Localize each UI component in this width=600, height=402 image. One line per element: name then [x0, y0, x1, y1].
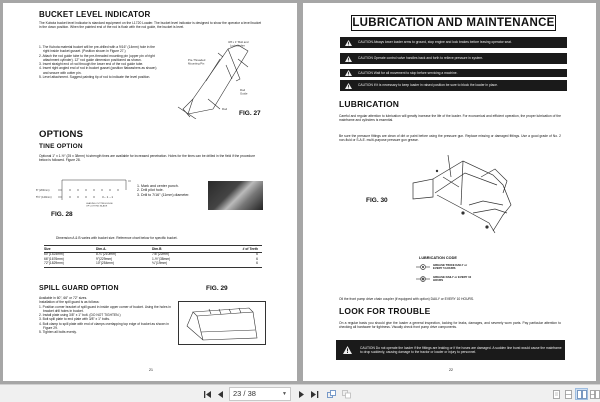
warning-triangle-icon [340, 70, 356, 76]
first-page-icon [204, 391, 212, 398]
next-page-button[interactable] [297, 388, 305, 400]
step: 5. Level attachment. Suggest painting tip of rod to indicate the level position. [39, 75, 151, 80]
cell: 72"(1829mm) [44, 262, 96, 268]
previous-page-icon [218, 391, 223, 398]
lubrication-maintenance-title: LUBRICATION AND MAINTENANCE [352, 17, 555, 29]
navigation-toolbar [0, 384, 600, 402]
lubrication-code-item [416, 276, 475, 283]
fig-29-diagram [178, 301, 266, 345]
step: 3. Bolt spill plate to end plate with 3/8" x 1" bolts. [39, 317, 110, 322]
page-number: 21 [149, 368, 153, 372]
svg-text:Guide: Guide [240, 91, 248, 96]
lubrication-para-1: Careful and regular attention to lubrication will greatly increase the life of the loader. For economical and efficient operation, the proper lubrication of the mainframe and cylinders is essential. [339, 114, 561, 123]
grease-fitting-icon [416, 276, 430, 282]
continuous-view-button[interactable] [563, 388, 573, 400]
page-number-value: 23 / 38 [233, 389, 256, 398]
tine-option-text: Optional 1" x 1-½" (25 x 38mm) hi-strength tines are available for increased penetration. Holes for the tines can be drilled in the field if the procedure below is followed. Figure 28. [39, 154, 256, 163]
fig-27-label: FIG. 27 [239, 110, 261, 117]
svg-text:Pre-Threaded: Pre-Threaded [188, 58, 206, 62]
lubrication-code-item [416, 264, 475, 271]
grease-fitting-icon [416, 264, 430, 270]
col-size: Size [44, 246, 96, 253]
step: 2. Install plate using 3/8" x 1" bolt. (DO NOT TIGHTEN.) [39, 313, 121, 318]
page-21 [3, 3, 297, 381]
go-forward-view-button[interactable] [341, 388, 353, 400]
look-for-trouble-text: On a regular basis you should give the loader a general inspection, looking for leaks, damages, and severely worn parts. Pay particular attention to checking all hardware for tightness. Visually check front pump drive components. [339, 321, 561, 330]
cell: 66"(1676mm) [44, 256, 64, 261]
bucket-level-intro: The Kubota bucket level indicator is standard equipment on the L1720 Loader. The bucket level indicator is designed to show the operator a level bucket in the down position. When the painted end of the rod is flush with the rod guide, the bucket is level. [39, 21, 262, 30]
warning-triangle-icon [336, 346, 358, 354]
two-page-view-icon [577, 390, 587, 399]
fig-29-label: FIG. 29 [206, 285, 228, 292]
step: 3. Drill to 7/16" (11mm) diameter. [137, 192, 190, 197]
look-for-trouble-heading: LOOK FOR TROUBLE [339, 306, 431, 316]
code-text: GREASE DAILY or EVERY 10 HOURS [433, 275, 472, 283]
fig-30-diagram [403, 155, 533, 245]
single-page-view-icon [553, 390, 560, 399]
step: 1. Mark and center punch. [137, 184, 179, 188]
caution-banner [340, 69, 567, 77]
cell: 9"(229mm) [96, 256, 113, 261]
caution-banner [340, 53, 567, 64]
fig-30-label: FIG. 30 [366, 197, 388, 204]
svg-text:8" (203mm): 8" (203mm) [36, 189, 50, 192]
lubrication-code-heading: LUBRICATION CODE [419, 256, 457, 260]
continuous-view-icon [565, 390, 572, 399]
step: 4. Bolt clamp to spill plate with end of clamps overlapping top edge of bucket as shown in Figure 29. [39, 321, 169, 331]
caution-banner [340, 80, 567, 91]
step: 2. Attach the rod guide tube to the pre-threaded mounting pin (upper pin of right attachment cylinder). 12" rod guide dimension positioned as shown. [39, 53, 155, 62]
cell: 7/8"(22mm) [152, 252, 170, 257]
tine-photo [208, 181, 263, 210]
spill-guard-drawing [179, 302, 265, 344]
step: 5. Tighten all bolts evenly. [39, 330, 77, 335]
caution-text: CAUTION Wait for all movement to stop before servicing a machine. [358, 70, 458, 75]
fig-28-label: FIG. 28 [51, 211, 73, 218]
warning-triangle-icon [340, 40, 356, 46]
tine-option-heading: TINE OPTION [39, 143, 83, 150]
options-heading: OPTIONS [39, 129, 84, 140]
step: 2. Drill pilot hole. [137, 188, 164, 193]
single-page-view-button[interactable] [551, 388, 561, 400]
caution-text: CAUTION Operate control valve handles back and forth to relieve pressure in system. [358, 56, 484, 61]
spill-guard-heading: SPILL GUARD OPTION [39, 285, 119, 292]
first-page-button[interactable] [203, 388, 213, 400]
svg-text:Rod: Rod [222, 107, 228, 111]
caution-text: CAUTION If it is necessary to keep loader in raised position be sure to block the loader in place. [358, 83, 498, 88]
code-text: GREASE TWICE DAILY or EVERY 5 HOURS [433, 263, 468, 271]
col-dim-b: Dim.B [152, 246, 214, 253]
table-caption: Dimension A & B varies with bucket size. Reference chart below for specific bucket. [56, 236, 178, 240]
oil-note: Oil the front pump drive chain coupler (if equipped with option) DAILY or EVERY 10 HOURS. [339, 297, 474, 301]
fig-27-diagram [168, 39, 268, 119]
table-row [44, 262, 262, 268]
two-page-continuous-button[interactable] [590, 388, 600, 400]
cell: 6 [256, 256, 258, 261]
caution-text: CAUTION Do not operate the loader if the fittings are leaking or if the hoses are damaged. A sudden line burst would cause the mainframe to drop suddenly, causing damage to the tractor or loader or injury to personnel. [360, 345, 562, 354]
svg-text:Lockwasher: Lockwasher [230, 43, 245, 48]
svg-text:Rod: Rod [240, 88, 246, 92]
cell: 6 [214, 262, 262, 268]
svg-text:3←1→1: 3←1→1 [102, 195, 114, 199]
svg-text:3/8 x 1" Bolt and: 3/8 x 1" Bolt and [228, 40, 249, 44]
cell: 60"(1524mm) [44, 252, 64, 257]
lubrication-para-2: Be sure the pressure fittings are clean of dirt or paint before using the pressure gun. Replace missing or damaged fittings. Use a good grade of No. 2 non-fluid or S.A.E. multi-purpose pressure gun grease. [339, 134, 561, 143]
cell: 8-¼"(210mm) [96, 252, 117, 257]
spill-intro: Available in 60", 66" or 72" sizes. [39, 296, 88, 300]
step: 4. Insert right angled end of rod in bucket gusset (position flatwashers as shown) and secure with cotter pin. [39, 66, 157, 75]
spill-intro: Installation of the spill guard is as follows: [39, 300, 100, 305]
warning-triangle-icon [340, 56, 356, 62]
back-view-icon [327, 390, 337, 399]
bucket-level-steps [39, 45, 161, 79]
spill-guard-text [39, 296, 177, 335]
step: 1. The Kubota material bucket will be pre-drilled with a 9/16" (14mm) hole in the right inside bucket gusset. (Position shown in Figure 27.) [39, 45, 156, 54]
last-page-icon [311, 391, 319, 398]
dimension-table [44, 245, 262, 268]
svg-text:LEADING CUTTING EDGE: LEADING CUTTING EDGE [86, 203, 113, 205]
forward-view-icon [342, 390, 352, 399]
svg-text:OF CUTTING BLADE: OF CUTTING BLADE [86, 205, 108, 208]
next-page-icon [299, 391, 304, 398]
lubrication-heading: LUBRICATION [339, 99, 400, 109]
two-page-view-button[interactable] [575, 388, 588, 400]
cell: ¾"(19mm) [152, 262, 214, 268]
page-22 [303, 3, 596, 381]
fig-28-diagram [36, 178, 131, 208]
go-back-view-button[interactable] [326, 388, 338, 400]
caution-banner [340, 37, 567, 48]
step: 1. Position corner bracket of spill guard in inside upper corner of bucket. Using the holes in bracket drill holes in bucket. [39, 304, 171, 313]
svg-text:5½" (140mm): 5½" (140mm) [36, 196, 52, 199]
col-dim-a: Dim.A. [96, 246, 152, 253]
tine-steps [137, 184, 212, 197]
step: 3. Insert straight end of rod through the lower end of the rod guide tube. [39, 62, 144, 67]
cell: 6 [256, 252, 258, 257]
caution-text: CAUTION Always lower loader arms to ground, stop engine and lock brakes before leaving operator seat. [358, 40, 512, 45]
previous-page-button[interactable] [216, 388, 224, 400]
caution-banner [336, 340, 565, 360]
two-page-continuous-icon [590, 390, 600, 399]
last-page-button[interactable] [310, 388, 320, 400]
col-teeth: # of Teeth [214, 246, 262, 253]
page-number: 22 [449, 368, 453, 372]
svg-text:Mounting Pin: Mounting Pin [188, 61, 205, 66]
page-number-select[interactable] [229, 387, 291, 401]
cell: 10"(254mm) [96, 262, 152, 268]
warning-triangle-icon [340, 83, 356, 89]
bucket-level-heading: BUCKET LEVEL INDICATOR [39, 10, 151, 19]
dropdown-caret-icon: ▼ [282, 391, 287, 397]
cell: 1-½"(38mm) [152, 256, 171, 261]
